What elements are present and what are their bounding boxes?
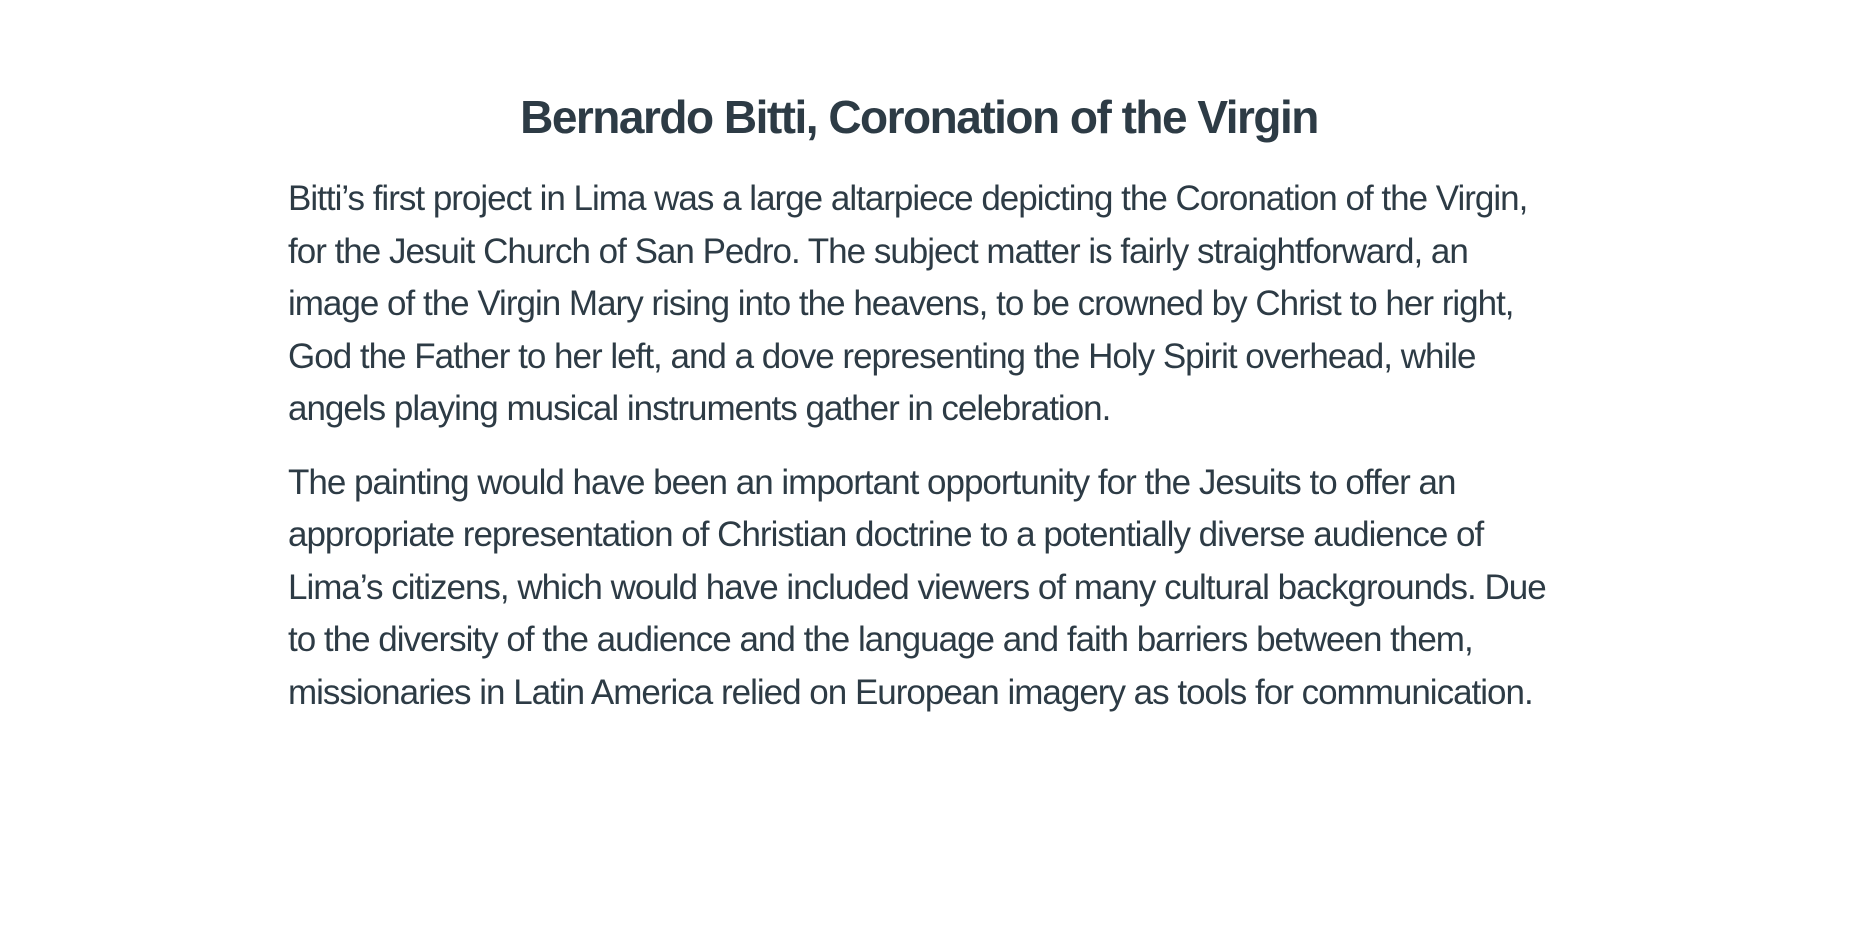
paragraph-2: The painting would have been an important opportunity for the Jesuits to offer an appropriate representation of Christian doctrine to a potentially diverse audience of Lima’s citizens, which would have included viewers of many cultural backgrounds. Due to the diversity of the audience and the language and faith barriers between them, missionaries in Latin America relied on European imagery as tools for communication. bbox=[288, 462, 1546, 712]
page-content bbox=[288, 0, 1550, 740]
paragraph-1: Bitti’s first project in Lima was a large altarpiece depicting the Coronation of the Virgin, for the Jesuit Church of San Pedro. The subject matter is fairly straightforward, an image of the Virgin Mary rising into the heavens, to be crowned by Christ to her right, God the Father to her left, and a dove representing the Holy Spirit overhead, while angels playing musical instruments gather in celebration. bbox=[288, 179, 1528, 428]
page-title: Bernardo Bitti, Coronation of the Virgin bbox=[520, 91, 1318, 143]
